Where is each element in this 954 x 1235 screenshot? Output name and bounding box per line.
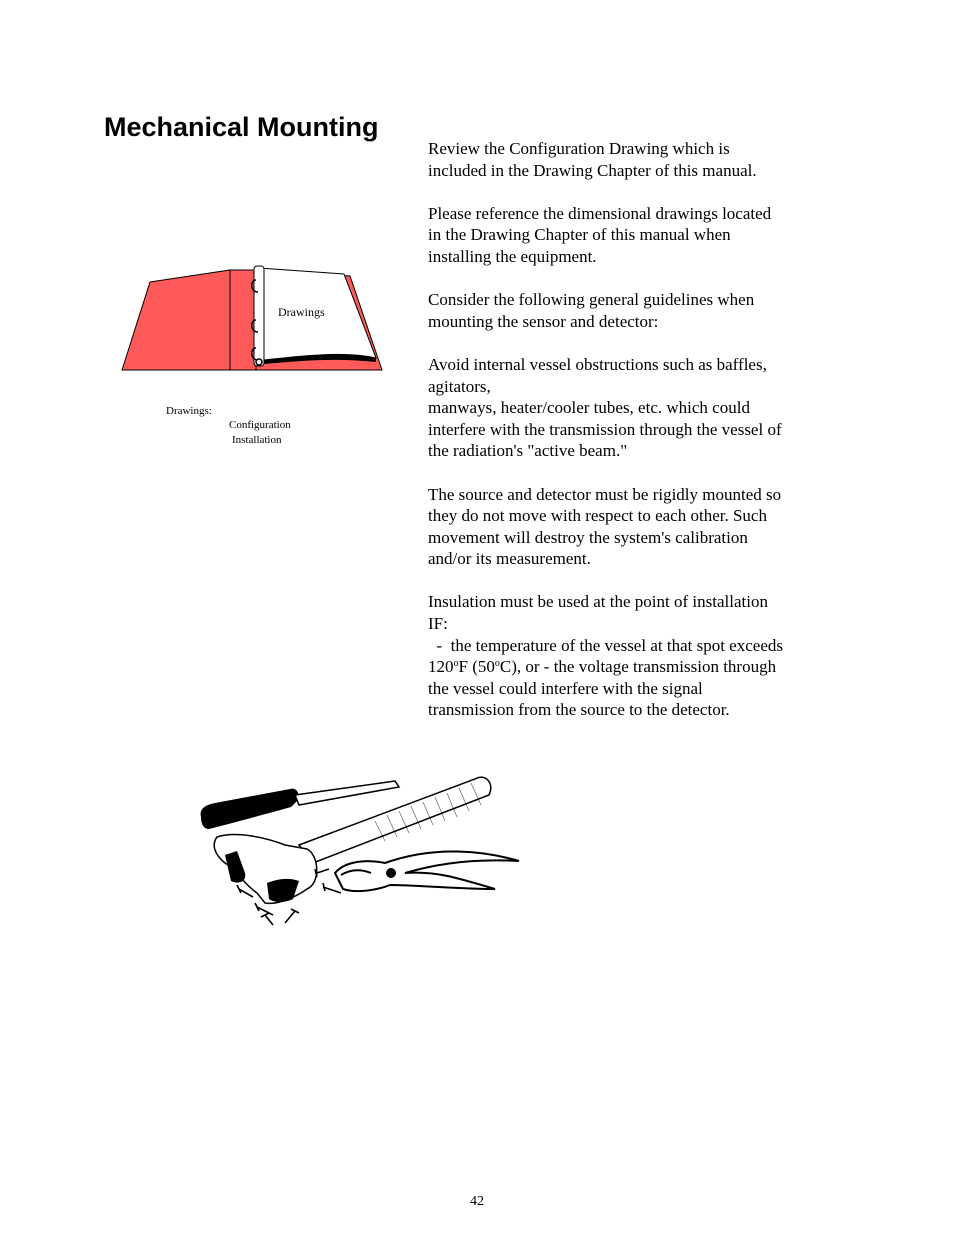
text-fragment: 120 [428, 657, 454, 677]
binder-caption-item-installation: Installation [232, 434, 282, 446]
text-line: Please reference the dimensional drawings located [428, 203, 772, 223]
paragraph-dimensional-drawings [428, 203, 828, 268]
instructions-column [428, 138, 828, 743]
text-fragment: C), or - the voltage transmission through [499, 657, 777, 677]
page-title: Mechanical Mounting [104, 112, 379, 142]
text-line: included in the Drawing Chapter of this manual. [428, 160, 757, 180]
degree-superscript: o [453, 658, 459, 670]
degree-superscript: o [494, 658, 500, 670]
page-number: 42 [470, 1194, 484, 1209]
text-line: manways, heater/cooler tubes, etc. which could [428, 398, 750, 418]
binder-tab-label: Drawings [278, 305, 325, 319]
text-line: movement will destroy the system's calibration [428, 527, 748, 547]
paragraph-insulation [428, 591, 828, 721]
text-line: installing the equipment. [428, 246, 597, 266]
text-line: in the Drawing Chapter of this manual when [428, 225, 731, 245]
text-line: Review the Configuration Drawing which is [428, 139, 730, 158]
text-line: Insulation must be used at the point of installation [428, 592, 768, 612]
paragraph-configuration-drawing [428, 138, 828, 181]
text-fragment: F (50 [458, 657, 495, 677]
text-line: - the temperature of the vessel at that spot exceeds [428, 635, 783, 655]
pliers-icon [335, 851, 519, 891]
temperature-line [428, 656, 828, 678]
text-line: Consider the following general guidelines when [428, 290, 755, 310]
paragraph-obstructions [428, 354, 828, 462]
text-line: Avoid internal vessel obstructions such as baffles, [428, 354, 767, 374]
text-line: they do not move with respect to each other. Such [428, 506, 767, 526]
binder-caption-item-configuration: Configuration [229, 419, 291, 431]
text-line: the radiation's "active beam." [428, 441, 628, 461]
tools-illustration [195, 765, 525, 930]
text-line: interfere with the transmission through the vessel of [428, 419, 782, 439]
binder-illustration [118, 262, 388, 377]
text-line: the vessel could interfere with the signal [428, 678, 703, 698]
text-line: mounting the sensor and detector: [428, 311, 659, 331]
paragraph-guidelines-intro [428, 289, 828, 332]
text-line: agitators, [428, 376, 491, 396]
text-line: IF: [428, 614, 448, 634]
text-line: transmission from the source to the detector. [428, 700, 730, 720]
binder-caption-heading: Drawings: [166, 405, 212, 417]
text-line: and/or its measurement. [428, 549, 591, 569]
text-line: The source and detector must be rigidly mounted so [428, 484, 782, 504]
paragraph-rigid-mounting [428, 484, 828, 570]
